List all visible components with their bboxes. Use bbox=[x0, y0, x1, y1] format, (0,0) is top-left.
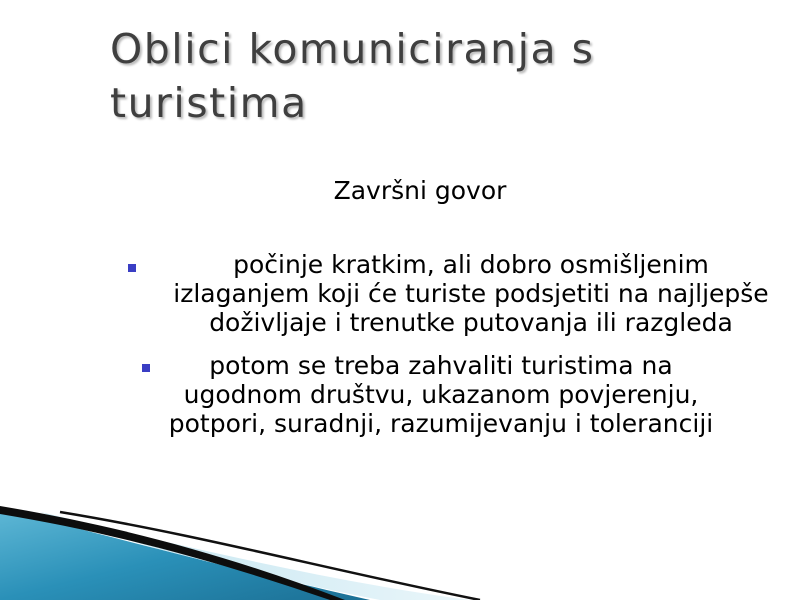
bullet-text: potom se treba zahvaliti turistima na ugodnom društvu, ukazanom povjerenju, potpori, suradnji, razumijevanju i toleranciji bbox=[168, 351, 714, 438]
bullet-item bbox=[120, 250, 780, 337]
bullet-list bbox=[120, 250, 780, 438]
square-bullet-icon bbox=[128, 264, 136, 272]
square-bullet-icon bbox=[142, 364, 150, 372]
bullet-item bbox=[120, 351, 780, 438]
slide-title: Oblici komuniciranja s turistima bbox=[110, 25, 595, 127]
bullet-text: počinje kratkim, ali dobro osmišljenim izlaganjem koji će turiste podsjetiti na najljepše doživljaje i trenutke putovanja ili razgleda bbox=[173, 250, 769, 337]
slide-subtitle: Završni govor bbox=[333, 176, 507, 205]
